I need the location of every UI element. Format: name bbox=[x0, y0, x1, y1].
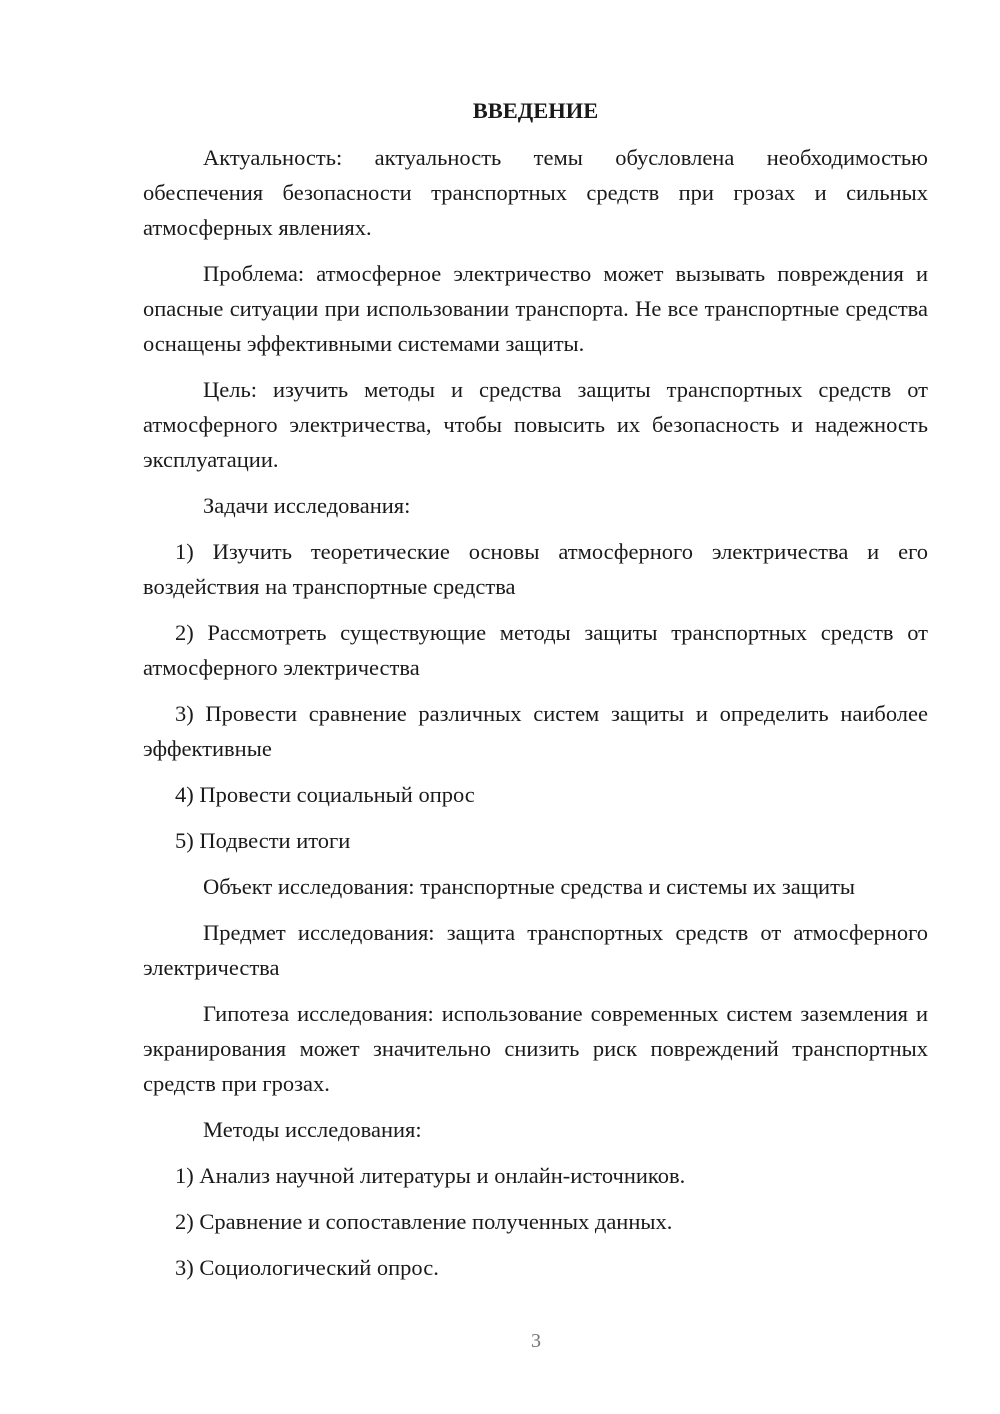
tasks-heading: Задачи исследования: bbox=[203, 493, 411, 518]
methods-heading: Методы исследования: bbox=[203, 1117, 422, 1142]
task-item-1: 1) Изучить теоретические основы атмосферного электричества и его воздействия на транспортные средства bbox=[143, 539, 928, 599]
relevance-paragraph: Актуальность: актуальность темы обусловлена необходимостью обеспечения безопасности транспортных средств при грозах и сильных атмосферных явлениях. bbox=[143, 145, 928, 240]
task-item-3: 3) Провести сравнение различных систем защиты и определить наиболее эффективные bbox=[143, 701, 928, 761]
method-item-1: 1) Анализ научной литературы и онлайн-источников. bbox=[175, 1163, 686, 1188]
page-number: 3 bbox=[531, 1330, 541, 1352]
task-item-5: 5) Подвести итоги bbox=[175, 828, 351, 853]
subject-paragraph: Предмет исследования: защита транспортных средств от атмосферного электричества bbox=[143, 920, 928, 980]
object-paragraph: Объект исследования: транспортные средства и системы их защиты bbox=[203, 874, 856, 899]
task-item-2: 2) Рассмотреть существующие методы защиты транспортных средств от атмосферного электричества bbox=[143, 620, 928, 680]
problem-paragraph: Проблема: атмосферное электричество может вызывать повреждения и опасные ситуации при использовании транспорта. Не все транспортные средства оснащены эффективными системами защиты. bbox=[143, 261, 928, 356]
document-page bbox=[143, 93, 928, 1296]
hypothesis-paragraph: Гипотеза исследования: использование современных систем заземления и экранирования может значительно снизить риск повреждений транспортных средств при грозах. bbox=[143, 1001, 928, 1096]
section-title: ВВЕДЕНИЕ bbox=[472, 98, 599, 123]
method-item-2: 2) Сравнение и сопоставление полученных данных. bbox=[175, 1209, 673, 1234]
goal-paragraph: Цель: изучить методы и средства защиты транспортных средств от атмосферного электричества, чтобы повысить их безопасность и надежность эксплуатации. bbox=[143, 377, 928, 472]
task-item-4: 4) Провести социальный опрос bbox=[175, 782, 475, 807]
method-item-3: 3) Социологический опрос. bbox=[175, 1255, 439, 1280]
